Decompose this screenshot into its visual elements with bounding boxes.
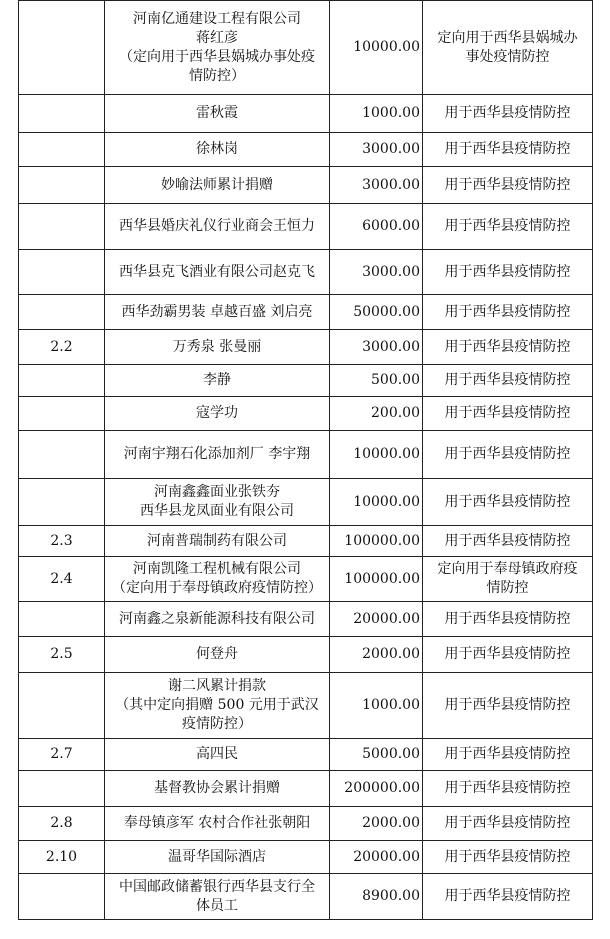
- donor-line: 河南宇翔石化添加剂厂 李宇翔: [123, 446, 311, 462]
- amount-cell: 3000.00: [330, 167, 423, 204]
- purpose-line: 用于西华县疫情防控: [444, 493, 571, 510]
- purpose-cell: [423, 167, 593, 204]
- table-row: [19, 397, 593, 431]
- table-row: [19, 807, 593, 841]
- purpose-cell: [423, 602, 593, 637]
- purpose-line: 情防控: [486, 580, 529, 596]
- purpose-cell: [423, 673, 593, 739]
- date-cell: [19, 771, 105, 807]
- purpose-line: 用于西华县疫情防控: [444, 141, 571, 157]
- donor-line: 寇学功: [196, 405, 238, 421]
- donor-line: 西华劲霸男装 卓越百盛 刘启亮: [121, 303, 313, 320]
- date-cell: 2.8: [19, 807, 105, 841]
- purpose-cell: [423, 204, 593, 250]
- donor-cell: [105, 133, 330, 167]
- table-row: [19, 673, 593, 739]
- amount-cell: 200.00: [330, 397, 423, 431]
- purpose-cell: [423, 330, 593, 365]
- purpose-cell: [423, 95, 593, 133]
- purpose-line: 用于西华县疫情防控: [444, 176, 571, 193]
- donor-line: 河南亿通建设工程有限公司: [133, 10, 301, 27]
- donor-line: （定向用于奉母镇政府疫情防控）: [112, 580, 322, 596]
- table-row: [19, 330, 593, 365]
- date-cell: 2.4: [19, 557, 105, 602]
- date-cell: [19, 479, 105, 526]
- date-cell: [19, 874, 105, 920]
- purpose-cell: [423, 431, 593, 479]
- purpose-line: 用于西华县疫情防控: [444, 338, 571, 355]
- purpose-cell: [423, 874, 593, 920]
- date-cell: [19, 431, 105, 479]
- table-row: [19, 739, 593, 771]
- date-cell: [19, 1, 105, 95]
- donor-line: 基督教协会累计捐赠: [154, 780, 280, 796]
- table-row: [19, 526, 593, 557]
- purpose-cell: [423, 1, 593, 95]
- table-row: [19, 95, 593, 133]
- donor-line: 西华县龙凤面业有限公司: [140, 503, 294, 519]
- amount-cell: 1000.00: [330, 95, 423, 133]
- donor-cell: [105, 1, 330, 95]
- donor-line: 温哥华国际酒店: [168, 848, 266, 865]
- purpose-cell: [423, 557, 593, 602]
- purpose-line: 用于西华县疫情防控: [444, 610, 571, 627]
- date-cell: [19, 295, 105, 330]
- amount-cell: 5000.00: [330, 739, 423, 771]
- amount-cell: 3000.00: [330, 133, 423, 167]
- donor-cell: [105, 431, 330, 479]
- amount-cell: 6000.00: [330, 204, 423, 250]
- purpose-cell: [423, 365, 593, 397]
- purpose-cell: [423, 807, 593, 841]
- table-row: [19, 637, 593, 673]
- donor-cell: [105, 673, 330, 739]
- amount-cell: 20000.00: [330, 602, 423, 637]
- purpose-cell: [423, 295, 593, 330]
- table-row: [19, 771, 593, 807]
- date-cell: 2.3: [19, 526, 105, 557]
- amount-cell: 10000.00: [330, 431, 423, 479]
- table-row: [19, 365, 593, 397]
- purpose-line: 用于西华县疫情防控: [444, 780, 571, 796]
- purpose-line: 事处疫情防控: [465, 48, 550, 65]
- donor-line: 谢二风累计捐款: [168, 678, 266, 694]
- purpose-line: 定向用于奉母镇政府疫: [437, 561, 578, 577]
- purpose-cell: [423, 133, 593, 167]
- donor-line: 雷秋霞: [196, 105, 238, 121]
- amount-cell: 100000.00: [330, 557, 423, 602]
- donor-line: 蒋红彦: [196, 29, 238, 46]
- table-row: [19, 431, 593, 479]
- purpose-cell: [423, 637, 593, 673]
- purpose-line: 用于西华县疫情防控: [444, 848, 571, 865]
- date-cell: 2.2: [19, 330, 105, 365]
- purpose-line: 用于西华县疫情防控: [444, 446, 571, 462]
- amount-cell: 100000.00: [330, 526, 423, 557]
- donor-cell: [105, 841, 330, 874]
- donor-line: 万秀泉 张曼丽: [172, 338, 262, 355]
- donor-line: 西华县克飞酒业有限公司赵克飞: [119, 263, 315, 280]
- donor-line: 奉母镇彦军 农村合作社张朝阳: [123, 815, 311, 831]
- purpose-line: 用于西华县疫情防控: [444, 646, 571, 662]
- donor-cell: [105, 637, 330, 673]
- date-cell: [19, 365, 105, 397]
- donation-table-body: [19, 1, 593, 920]
- donor-cell: [105, 295, 330, 330]
- table-row: [19, 133, 593, 167]
- table-row: [19, 1, 593, 95]
- donor-line: 高四民: [196, 746, 238, 762]
- purpose-line: 用于西华县疫情防控: [444, 218, 571, 234]
- donor-line: 何登舟: [196, 646, 238, 662]
- table-row: [19, 874, 593, 920]
- purpose-line: 定向用于西华县娲城办: [437, 29, 578, 46]
- table-row: [19, 167, 593, 204]
- donor-line: （其中定向捐赠 500 元用于武汉: [115, 697, 319, 713]
- donor-line: （定向用于西华县娲城办事处疫: [119, 48, 315, 65]
- donor-line: 中国邮政储蓄银行西华县支行全: [119, 878, 315, 895]
- donor-line: 体员工: [196, 897, 238, 914]
- amount-cell: 1000.00: [330, 673, 423, 739]
- table-row: [19, 295, 593, 330]
- donor-cell: [105, 526, 330, 557]
- date-cell: [19, 602, 105, 637]
- donor-cell: [105, 771, 330, 807]
- purpose-cell: [423, 526, 593, 557]
- table-row: [19, 557, 593, 602]
- table-row: [19, 602, 593, 637]
- table-row: [19, 204, 593, 250]
- donor-line: 西华县婚庆礼仪行业商会王恒力: [119, 218, 315, 234]
- purpose-line: 用于西华县疫情防控: [444, 405, 571, 421]
- amount-cell: 3000.00: [330, 330, 423, 365]
- donor-cell: [105, 365, 330, 397]
- amount-cell: 200000.00: [330, 771, 423, 807]
- date-cell: [19, 204, 105, 250]
- date-cell: [19, 133, 105, 167]
- donor-cell: [105, 167, 330, 204]
- table-row: [19, 841, 593, 874]
- purpose-line: 用于西华县疫情防控: [444, 697, 571, 713]
- purpose-line: 用于西华县疫情防控: [444, 815, 571, 831]
- donor-line: 徐林岗: [196, 141, 238, 157]
- donor-cell: [105, 250, 330, 295]
- table-row: [19, 250, 593, 295]
- donation-table: [18, 0, 593, 920]
- donor-cell: [105, 330, 330, 365]
- amount-cell: 3000.00: [330, 250, 423, 295]
- donor-cell: [105, 479, 330, 526]
- purpose-cell: [423, 250, 593, 295]
- date-cell: [19, 167, 105, 204]
- purpose-line: 用于西华县疫情防控: [444, 105, 571, 121]
- donor-line: 河南鑫鑫面业张铁夯: [154, 484, 280, 500]
- donor-cell: [105, 602, 330, 637]
- purpose-line: 用于西华县疫情防控: [444, 303, 571, 320]
- donor-cell: [105, 807, 330, 841]
- date-cell: [19, 673, 105, 739]
- amount-cell: 50000.00: [330, 295, 423, 330]
- purpose-cell: [423, 771, 593, 807]
- amount-cell: 2000.00: [330, 637, 423, 673]
- donor-line: 河南普瑞制药有限公司: [147, 532, 287, 549]
- donor-line: 河南凯隆工程机械有限公司: [133, 561, 301, 577]
- amount-cell: 500.00: [330, 365, 423, 397]
- amount-cell: 2000.00: [330, 807, 423, 841]
- donor-cell: [105, 397, 330, 431]
- date-cell: [19, 250, 105, 295]
- purpose-line: 用于西华县疫情防控: [444, 372, 571, 388]
- amount-cell: 10000.00: [330, 479, 423, 526]
- purpose-cell: [423, 739, 593, 771]
- donor-line: 河南鑫之泉新能源科技有限公司: [119, 610, 315, 627]
- date-cell: 2.7: [19, 739, 105, 771]
- date-cell: [19, 95, 105, 133]
- purpose-line: 用于西华县疫情防控: [444, 263, 571, 280]
- amount-cell: 8900.00: [330, 874, 423, 920]
- purpose-cell: [423, 841, 593, 874]
- donor-cell: [105, 739, 330, 771]
- donor-cell: [105, 557, 330, 602]
- amount-cell: 20000.00: [330, 841, 423, 874]
- donor-cell: [105, 95, 330, 133]
- donor-line: 李静: [203, 372, 231, 388]
- purpose-line: 用于西华县疫情防控: [444, 888, 571, 904]
- donor-line: 情防控）: [189, 67, 245, 84]
- date-cell: 2.10: [19, 841, 105, 874]
- purpose-line: 用于西华县疫情防控: [444, 532, 571, 549]
- donor-line: 妙喻法师累计捐赠: [161, 176, 273, 193]
- date-cell: [19, 397, 105, 431]
- donor-line: 疫情防控）: [182, 716, 252, 732]
- donor-cell: [105, 204, 330, 250]
- amount-cell: 10000.00: [330, 1, 423, 95]
- purpose-cell: [423, 397, 593, 431]
- purpose-cell: [423, 479, 593, 526]
- donor-cell: [105, 874, 330, 920]
- table-row: [19, 479, 593, 526]
- purpose-line: 用于西华县疫情防控: [444, 746, 571, 762]
- date-cell: 2.5: [19, 637, 105, 673]
